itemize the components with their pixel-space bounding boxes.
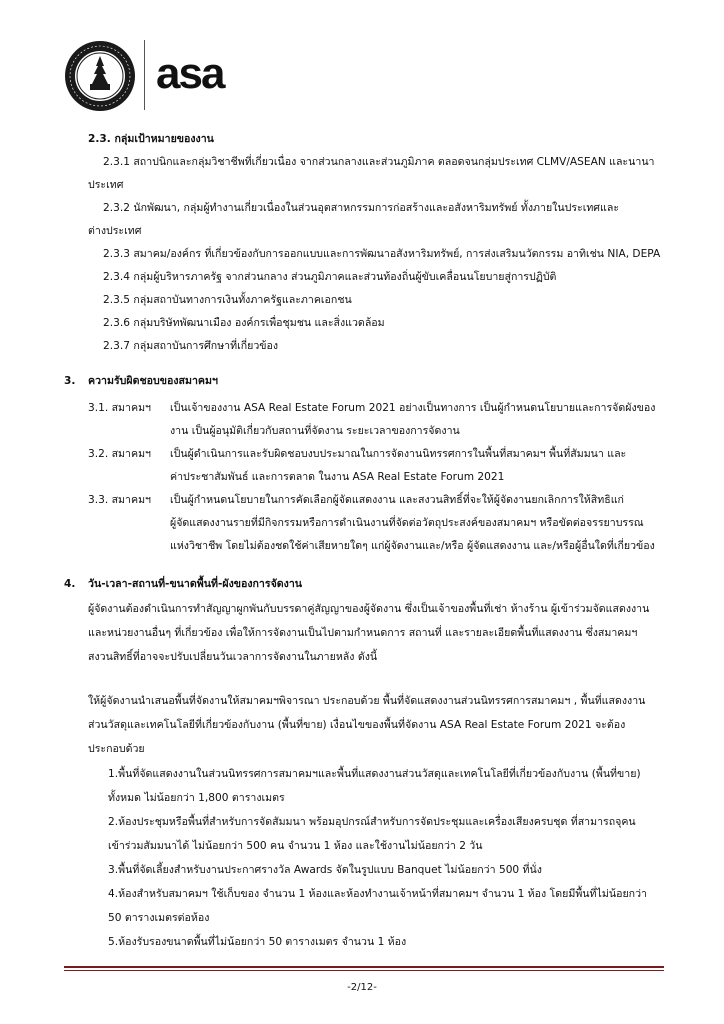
asa-wordmark-logo [156,54,256,94]
s3-item-line: แห่งวิชาชีพ โดยไม่ต้องชดใช้ค่าเสียหายใดๆ แก่ผู้จัดงานและ/หรือ ผู้จัดแสดงงาน และ/หรือผู้อื่นใดที่เกี่ยวข้อง [170,540,655,552]
footer-rule [64,966,664,968]
section-4-number: 4. [64,578,76,590]
s3-item-line: เป็นผู้ดำเนินการและรับผิดชอบงบประมาณในการจัดงานนิทรรศการในพื้นที่สมาคมฯ พื้นที่สัมมนา และ [170,448,627,460]
s23-line: 2.3.7 กลุ่มสถาบันการศึกษาที่เกี่ยวข้อง [103,340,279,352]
s4-list-line: เข้าร่วมสัมมนาได้ ไม่น้อยกว่า 500 คน จำนวน 1 ห้อง และใช้งานไม่น้อยกว่า 2 วัน [108,840,483,852]
s3-item-line: เป็นผู้กำหนดนโยบายในการคัดเลือกผู้จัดแสดงงาน และสงวนสิทธิ์ที่จะให้ผู้จัดงานยกเลิกการให้สิทธิแก่ [170,494,624,506]
s3-item-label: 3.1. สมาคมฯ [88,402,151,414]
s4-list-line: 1.พื้นที่จัดแสดงงานในส่วนนิทรรศการสมาคมฯและพื้นที่แสดงงานส่วนวัสดุและเทคโนโลยีที่เกี่ยวข้องกับงาน (พื้นที่ขาย) [108,768,641,780]
footer-rule-thin [64,970,664,971]
s4-list-line: 2.ห้องประชุมหรือพื้นที่สำหรับการจัดสัมมนา พร้อมอุปกรณ์สำหรับการจัดประชุมและเครื่องเสียงครบชุด ที่สามารถจุคน [108,816,636,828]
s4-list-line: 4.ห้องสำหรับสมาคมฯ ใช้เก็บของ จำนวน 1 ห้องและห้องทำงานเจ้าหน้าที่สมาคมฯ จำนวน 1 ห้อง โดยมีพื้นที่ไม่น้อยกว่า [108,888,647,900]
s23-line: ประเทศ [88,179,124,191]
s3-item-line: ค่าประชาสัมพันธ์ และการตลาด ในงาน ASA Real Estate Forum 2021 [170,471,505,483]
section-3-number: 3. [64,375,76,387]
s23-line: 2.3.4 กลุ่มผู้บริหารภาครัฐ จากส่วนกลาง ส่วนภูมิภาคและส่วนท้องถิ่นผู้ขับเคลื่อนนโยบายสู่การปฏิบัติ [103,271,557,283]
s4-para1-line: สงวนสิทธิ์ที่อาจจะปรับเปลี่ยนวันเวลาการจัดงานในภายหลัง ดังนี้ [88,651,378,663]
s23-line: ต่างประเทศ [88,225,142,237]
header-divider [144,40,145,110]
asa-seal-logo [64,40,136,112]
s23-line: 2.3.3 สมาคม/องค์กร ที่เกี่ยวข้องกับการออกแบบและการพัฒนาอสังหาริมทรัพย์, การส่งเสริมนวัตกรรม อาทิเช่น NIA, DEPA [103,248,661,260]
s4-list-line: 3.พื้นที่จัดเลี้ยงสำหรับงานประกาศรางวัล Awards จัดในรูปแบบ Banquet ไม่น้อยกว่า 500 ที่นั่ง [108,864,542,876]
section-2-3-heading: 2.3. กลุ่มเป้าหมายของงาน [88,133,214,145]
svg-text:asa: asa [156,54,224,94]
s3-item-label: 3.2. สมาคมฯ [88,448,151,460]
s4-list-line: ทั้งหมด ไม่น้อยกว่า 1,800 ตารางเมตร [108,792,285,804]
s3-item-line: งาน เป็นผู้อนุมัติเกี่ยวกับสถานที่จัดงาน ระยะเวลาของการจัดงาน [170,425,460,437]
s3-item-line: ผู้จัดแสดงงานรายที่มีกิจกรรมหรือการดำเนินงานที่จัดต่อวัตถุประสงค์ของสมาคมฯ หรือขัดต่อจรรยาบรรณ [170,517,644,529]
s4-list-line: 5.ห้องรับรองขนาดพื้นที่ไม่น้อยกว่า 50 ตารางเมตร จำนวน 1 ห้อง [108,936,407,948]
s4-para2-line: ให้ผู้จัดงานนำเสนอพื้นที่จัดงานให้สมาคมฯพิจารณา ประกอบด้วย พื้นที่จัดแสดงงานส่วนนิทรรศการสมาคมฯ , พื้นที่แสดงงาน [88,695,646,707]
s23-line: 2.3.6 กลุ่มบริษัทพัฒนาเมือง องค์กรเพื่อชุมชน และสิ่งแวดล้อม [103,317,385,329]
s4-para2-line: ส่วนวัสดุและเทคโนโลยีที่เกี่ยวข้องกับงาน (พื้นที่ขาย) เงื่อนไขของพื้นที่จัดงาน ASA Real Estate Forum 2021 จะต้อง [88,719,626,731]
s3-item-line: เป็นเจ้าของงาน ASA Real Estate Forum 2021 อย่างเป็นทางการ เป็นผู้กำหนดนโยบายและการจัดผังของ [170,402,656,414]
s4-para2-line: ประกอบด้วย [88,743,145,755]
section-4-heading: วัน-เวลา-สถานที่-ขนาดพื้นที่-ผังของการจัดงาน [88,578,303,590]
s4-para1-line: และหน่วยงานอื่นๆ ที่เกี่ยวข้อง เพื่อให้การจัดงานเป็นไปตามกำหนดการ สถานที่ และรายละเอียดพื้นที่แสดงงาน ซึ่งสมาคมฯ [88,627,638,639]
s23-line: 2.3.2 นักพัฒนา, กลุ่มผู้ทำงานเกี่ยวเนื่องในส่วนอุตสาหกรรมการก่อสร้างและอสังหาริมทรัพย์ ทั้งภายในประเทศและ [103,202,620,214]
s23-line: 2.3.1 สถาปนิกและกลุ่มวิชาชีพที่เกี่ยวเนื่อง จากส่วนกลางและส่วนภูมิภาค ตลอดจนกลุ่มประเทศ CLMV/ASEAN และนานา [103,156,655,168]
s4-para1-line: ผู้จัดงานต้องดำเนินการทำสัญญาผูกพันกับบรรดาคู่สัญญาของผู้จัดงาน ซึ่งเป็นเจ้าของพื้นที่เช่า ห้างร้าน ผู้เข้าร่วมจัดแสดงงาน [88,603,650,615]
section-3-heading: ความรับผิดชอบของสมาคมฯ [88,375,218,387]
s4-list-line: 50 ตารางเมตรต่อห้อง [108,912,210,924]
s3-item-label: 3.3. สมาคมฯ [88,494,151,506]
s23-line: 2.3.5 กลุ่มสถาบันทางการเงินทั้งภาครัฐและภาคเอกชน [103,294,352,306]
page-number: -2/12- [347,982,377,993]
